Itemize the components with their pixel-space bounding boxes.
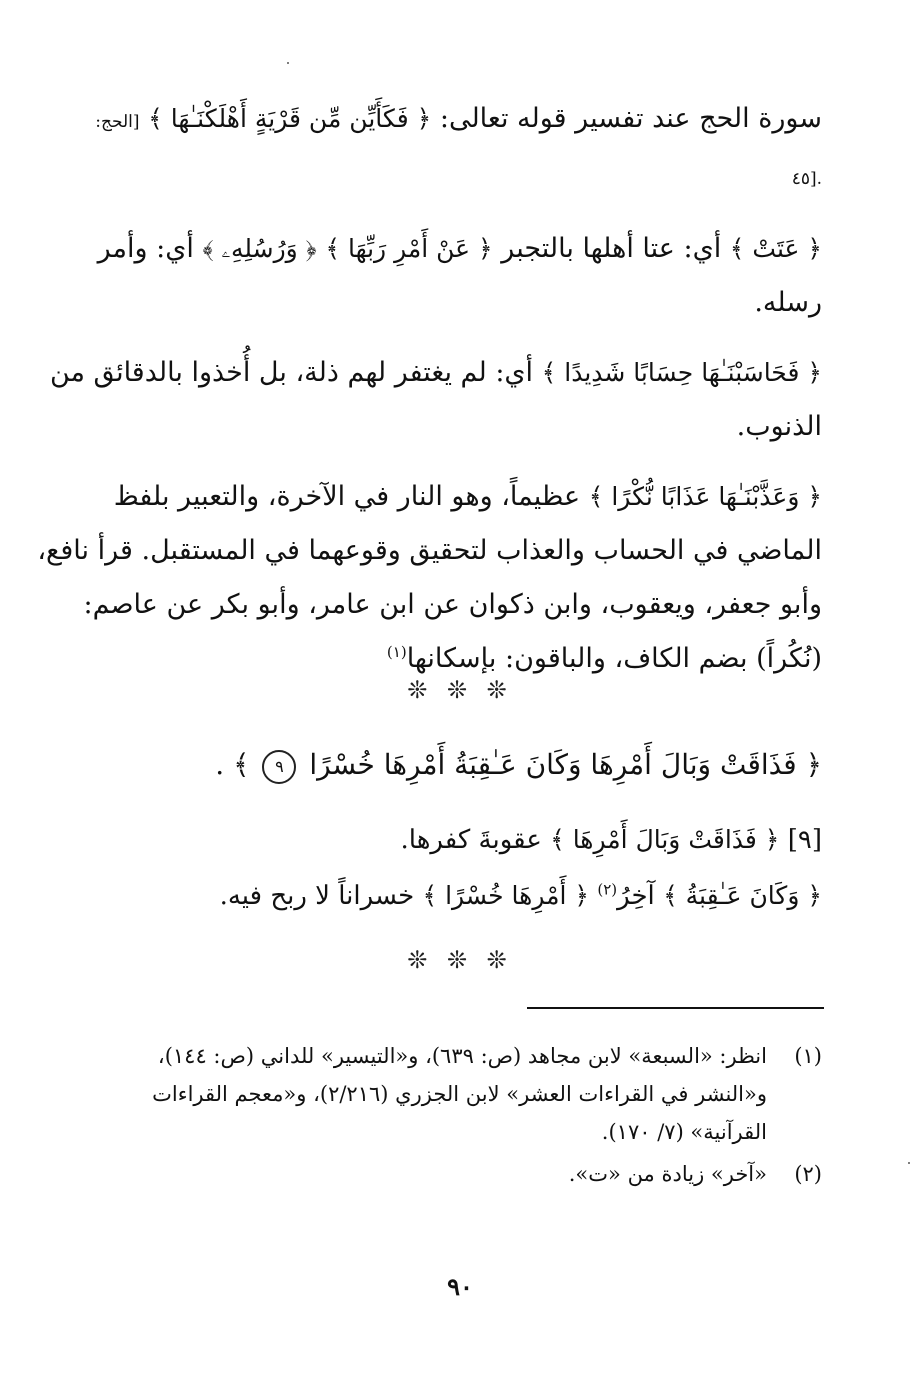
text-run: خسراناً لا ربح فيه. [219,881,415,911]
quran-quote: ﴿ أَمْرِهَا خُسْرًا ﴾ [422,881,590,910]
text-line [105,149,822,206]
footnote-line: انظر: «السبعة» لابن مجاهد (ص: ٦٣٩)، و«التيسير» للداني (ص: ١٤٤)، [157,1044,767,1068]
paragraph-adhab [37,470,822,686]
text-line: الذنوب. [736,411,822,442]
footnote-line: «آخر» زيادة من «ت». [568,1162,767,1186]
footnotes [105,1037,822,1193]
text-run: أي: عتا أهلها بالتجبر [501,233,722,264]
paper-speck [287,62,289,64]
separator-stars: ❊ ❊ ❊ [407,946,513,974]
text-run: آخِرُ [617,881,655,911]
text-line [105,470,822,524]
verse-number: [٩] [787,825,822,855]
text-line: الماضي في الحساب والعذاب لتحقيق وقوعهما في المستقبل. قرأ نافع، [37,535,822,566]
commentary-line [102,812,822,868]
page-number: ٩٠ [447,1272,473,1301]
surah-reference: .[٤٥ [791,169,822,189]
paper-speck [908,1162,910,1164]
footnote-1 [105,1037,822,1151]
verse-text: ﴿ فَذَاقَتْ وَبَالَ أَمْرِهَا وَكَانَ عَـٰقِبَةُ أَمْرِهَا خُسْرًا [309,748,822,781]
text-run: أي: لم يغتفر لهم ذلة، بل أُخذوا بالدقائق من [49,357,534,388]
paragraph-hisab [49,346,822,454]
footnote-ref: (٢) [597,880,618,899]
footnote-number: (٢) [794,1162,822,1186]
text-line [95,92,822,149]
footnote-line: و«النشر في القراءات العشر» لابن الجزري (٢/٢١٦)، و«معجم القراءات [152,1082,767,1106]
main-text [37,92,822,686]
quran-quote: ﴿ وَعَذَّبْنَـٰهَا عَذَابًا نُّكْرًا ﴾ [588,482,822,511]
text-line: وأبو جعفر، ويعقوب، وابن ذكوان عن ابن عامر، وأبو بكر عن عاصم: [83,589,822,620]
footnote-divider [527,1007,824,1009]
footnote-text [105,1155,767,1193]
footnote-ref: (١) [386,643,407,661]
quran-quote: ﴿ فَكَأَيِّن مِّن قَرْيَةٍ أَهْلَكْنَـٰهَا ﴾ [148,104,432,133]
verse-commentary [102,812,822,924]
separator-stars: ❊ ❊ ❊ [407,676,513,704]
verse-close: ﴾ . [215,748,250,781]
footnote-text [105,1037,767,1151]
text-run: سورة الحج عند تفسير قوله تعالى: [439,103,822,134]
quran-verse [215,740,822,790]
paragraph-atat [97,222,822,330]
footnote-number: (١) [794,1044,822,1068]
quran-quote: ﴿ فَذَاقَتْ وَبَالَ أَمْرِهَا ﴾ [550,825,780,854]
quran-quote: ﴿ وَكَانَ عَـٰقِبَةُ ﴾ [663,881,822,910]
surah-reference: [الحج: [95,112,140,132]
ayah-number-marker: ٩ [262,750,296,784]
text-line [97,222,822,276]
footnote-2 [105,1155,822,1193]
text-run: عقوبةَ كفرها. [400,825,542,855]
text-line: رسله. [754,287,822,318]
text-run: عظيماً، وهو النار في الآخرة، والتعبير بلفظ [113,481,581,512]
text-line [49,346,822,400]
commentary-line [102,868,822,924]
quran-quote: ﴿ وَرُسُلِهِۦ ﴾ [202,234,317,263]
quran-quote: ﴿ فَحَاسَبْنَـٰهَا حِسَابًا شَدِيدًا ﴾ [541,358,822,387]
text-run: (نُكُراً) بضم الكاف، والباقون: بإسكانها [406,643,822,674]
text-run: أي: وأمر [97,233,194,264]
footnote-line: القرآنية» (٧/ ١٧٠). [601,1120,767,1144]
quran-quote: ﴿ عَنْ أَمْرِ رَبِّهَا ﴾ [325,234,493,263]
paragraph-intro [95,92,822,206]
quran-quote: ﴿ عَتَتْ ﴾ [729,234,822,263]
